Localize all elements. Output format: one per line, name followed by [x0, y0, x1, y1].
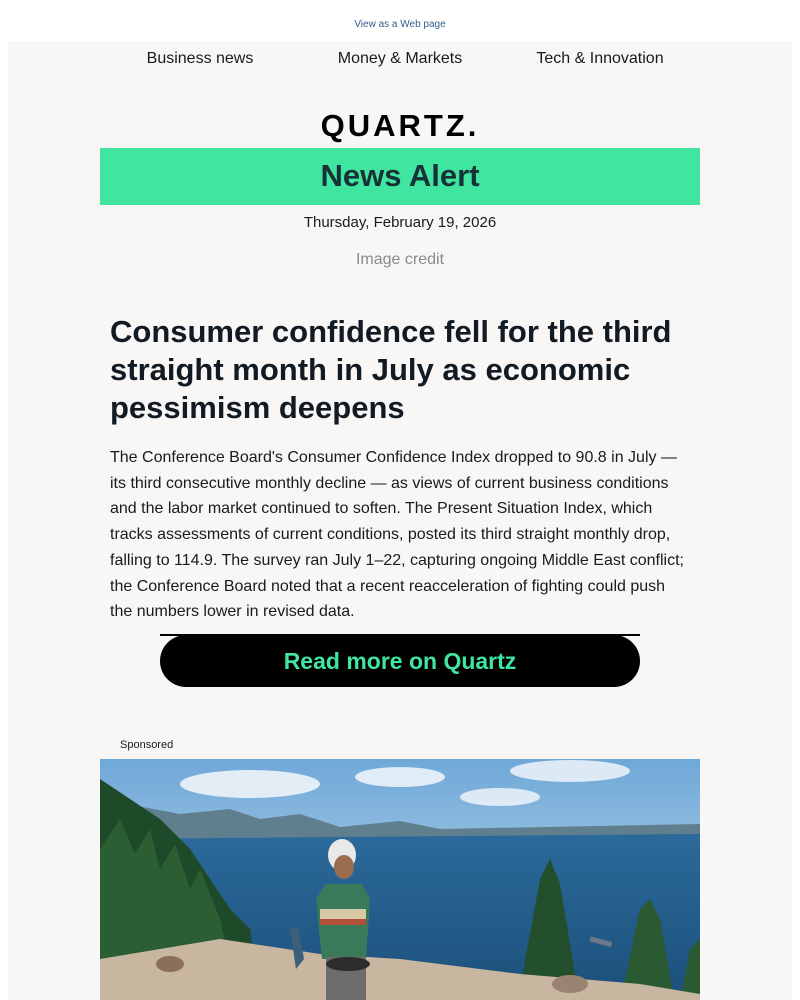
- nav-item-tech-innovation[interactable]: Tech & Innovation: [536, 50, 664, 67]
- image-credit: Image credit: [355, 251, 445, 268]
- article-body: The Conference Board's Consumer Confidence Index dropped to 90.8 in July — its third consecutive monthly decline — as views of current business conditions and the labor market continued to soften. The Present Situation Index, which tracks assessments of current conditions, posted its third straight monthly drop, falling to 114.9. The survey ran July 1–22, capturing ongoing Middle East conflict; the Conference Board noted that a recent reacceleration of fighting could push the numbers lower in revised data.: [110, 449, 684, 621]
- quartz-logo-mark: [315, 107, 485, 143]
- nav-item-money-markets[interactable]: Money & Markets: [337, 50, 463, 67]
- news-alert-banner: News Alert: [100, 148, 700, 205]
- read-more-button[interactable]: Read more on Quartz: [160, 635, 640, 687]
- email-body: [8, 41, 792, 1000]
- web-view-bar: [0, 19, 800, 30]
- top-nav: [8, 50, 792, 72]
- sponsored-label: Sponsored: [120, 739, 174, 751]
- view-as-web-page-link[interactable]: View as a Web page: [354, 19, 446, 30]
- logo-text: QUARTZ.: [320, 108, 480, 143]
- sponsored-ad-image[interactable]: [100, 759, 700, 1000]
- nav-item-business-news[interactable]: Business news: [146, 50, 254, 67]
- quartz-logo[interactable]: [8, 107, 792, 148]
- alert-date: Thursday, February 19, 2026: [303, 214, 497, 231]
- article-headline[interactable]: Consumer confidence fell for the third straight month in July as economic pessimism deepens: [110, 314, 672, 425]
